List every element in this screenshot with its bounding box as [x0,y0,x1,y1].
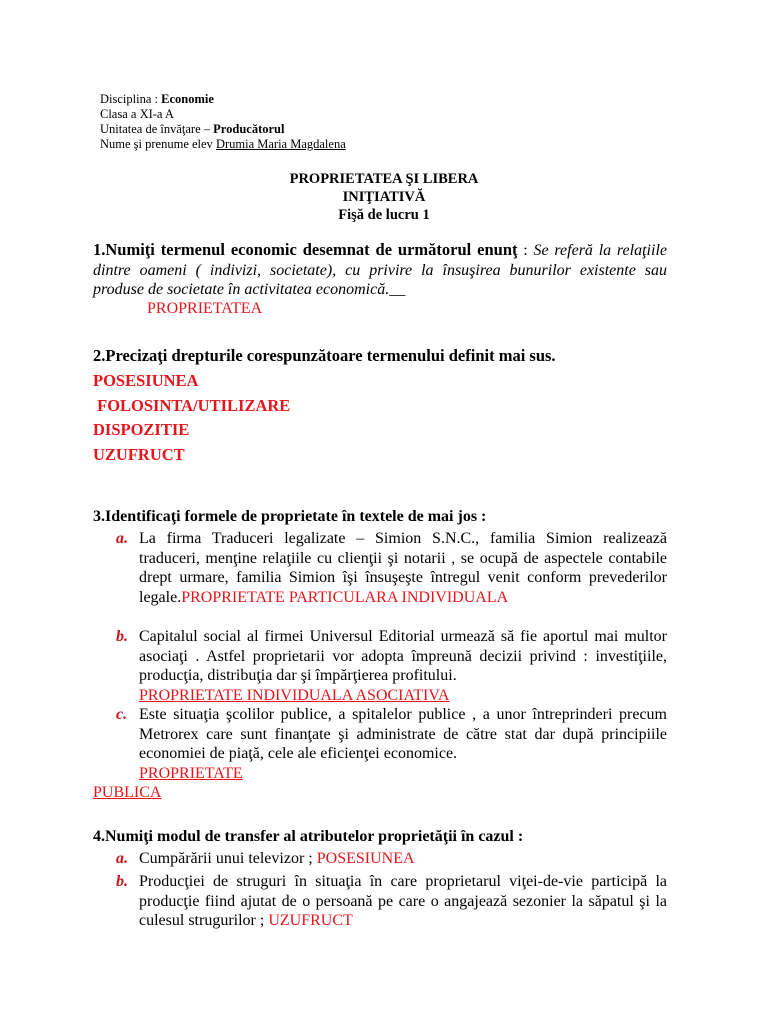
item-4a [139,849,667,869]
worksheet-title [0,170,768,224]
student-name: Drumia Maria Magdalena [215,137,346,151]
student-label: Nume şi prenume elev [100,137,216,151]
item-3a-marker: a. [116,530,128,547]
item-3c [139,705,667,783]
item-3c-answer: PROPRIETATE [139,764,243,782]
question-1-text: 1.Numiţi termenul economic desemnat de următorul enunţ [93,240,518,259]
unit-line [100,122,346,137]
item-3a-text: La firma Traduceri legalizate – Simion S.N.C., familia Simion realizează traduceri, menţine relaţiile cu clienţii şi notarii , se ocupă de aspectele contabile drept urmare, familia Simion îşi însuşeşte întregul venit conform prevederilor legale. [139,530,667,606]
item-3b-text: Capitalul social al firmei Universul Editorial urmează să fie aportul mai multor asociaţi . Astfel proprietarii vor adopta împreună decizii privind : investiţiile, producţia, distribuţia dar şi împărţierea profitului. [139,628,667,684]
class-line: Clasa a XI-a A [100,107,174,121]
item-3c-answer-cont: PUBLICA [93,784,162,801]
item-3b [139,627,667,705]
unit-label: Unitatea de învăţare – [100,122,214,136]
item-3b-marker: b. [116,628,128,645]
question-4-text: 4.Numiţi modul de transfer al atributelor proprietăţii în cazul : [93,828,524,845]
item-4a-answer: POSESIUNEA [316,850,415,867]
item-4b-marker: b. [116,873,128,890]
question-1-colon: : [517,242,534,259]
student-line [100,137,346,152]
right-folosinta: FOLOSINTA/UTILIZARE [93,396,291,415]
discipline-line [100,92,346,107]
right-uzufruct: UZUFRUCT [93,445,185,464]
right-posesiunea: POSESIUNEA [93,371,199,390]
title-line-3: Fişă de lucru 1 [338,207,430,223]
item-3c-text: Este situaţia şcolilor publice, a spitalelor publice , a unor întreprinderi precum Metrorex care sunt finanţate şi administrate de către stat dar după principiile economiei de piaţă, cele ale eficienţei economice. [139,706,667,762]
item-3a-answer: PROPRIETATE PARTICULARA INDIVIDUALA [181,588,509,606]
title-line-1: PROPRIETATEA ŞI LIBERA [289,171,479,187]
item-3a [139,529,667,607]
question-1-answer: PROPRIETATEA [147,300,263,317]
question-1-blank: __ [389,281,406,298]
title-line-2: INIŢIATIVĂ [342,189,426,205]
item-3b-answer: PROPRIETATE INDIVIDUALA ASOCIATIVA [139,686,450,704]
item-3c-marker: c. [116,706,128,723]
item-4b [139,872,667,931]
discipline-value: Economie [161,92,214,106]
question-3-text: 3.Identificaţi formele de proprietate în textele de mai jos : [93,508,487,525]
item-4a-text: Cumpărării unui televizor ; [139,850,317,867]
question-1 [93,240,667,300]
item-4b-answer: UZUFRUCT [268,912,353,929]
item-4b-text: Producţiei de struguri în situaţia în care proprietarul viţei-de-vie participă la producţie fiind ajutat de o persoană pe care o angajează sezonier la săpatul şi la culesul strugurilor ; [139,873,667,929]
discipline-label: Disciplina : [100,92,162,106]
question-2-text: 2.Precizaţi drepturile corespunzătoare termenului definit mai sus. [93,346,556,365]
worksheet-header [100,92,346,152]
item-4a-marker: a. [116,850,128,867]
question-1-statement: Se referă la relaţiile dintre oameni ( indivizi, societate), cu privire la însuşirea bunurilor existente sau produse de societate în activitatea economică. [93,242,667,298]
unit-value: Producătorul [213,122,285,136]
right-dispozitie: DISPOZITIE [93,420,190,439]
